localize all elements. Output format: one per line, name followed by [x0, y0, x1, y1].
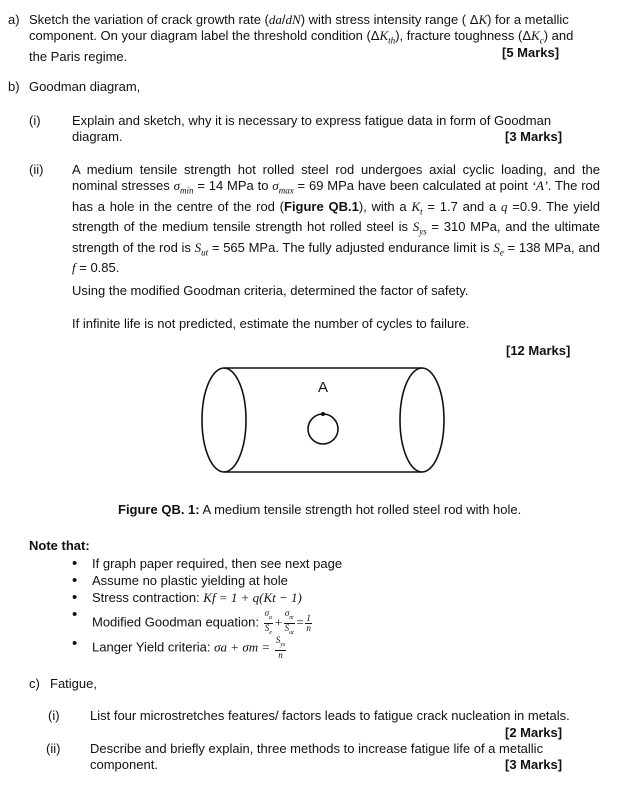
- figure-caption: [118, 502, 521, 518]
- formula-langer: σa + σm =: [214, 639, 271, 655]
- note-item: • Stress contraction: Kf = 1 + q(Kt − 1): [72, 590, 342, 607]
- note-item: • Modified Goodman equation: $\frac{\sigma_a}{S_e}$ + $\frac{\sigma_m}{S_{ut}}$ = $\frac{1}{n}$: [72, 607, 342, 636]
- question-a-marks: [5 Marks]: [502, 45, 560, 60]
- formula-kf: Kf = 1 + q(Kt − 1): [203, 590, 302, 605]
- question-c-title: Fatigue,: [50, 676, 97, 691]
- point-a-marker: [321, 412, 325, 416]
- question-b-ii-marks: [12 Marks]: [506, 343, 571, 358]
- figure-point-label: A: [318, 379, 329, 396]
- question-c-i-label: (i): [48, 708, 60, 723]
- question-b-ii-para2: Using the modified Goodman criteria, determined the factor of safety.: [72, 283, 469, 298]
- question-c-i-marks: [2 Marks]: [505, 725, 563, 740]
- question-c-ii-label: (ii): [46, 741, 61, 756]
- note-item: • If graph paper required, then see next page: [72, 556, 342, 573]
- rod-hole: [308, 414, 338, 444]
- question-b-label: b): [8, 79, 20, 94]
- formula-1-n: $\frac{1}{n}$: [306, 612, 311, 633]
- rod-right-end: [400, 368, 444, 472]
- question-c-ii-marks: [3 Marks]: [505, 757, 563, 772]
- note-item: • Assume no plastic yielding at hole: [72, 573, 342, 590]
- note-item: • Langer Yield criteria: σa + σm = $\frac{S_{ys}}{n}$: [72, 636, 342, 658]
- question-b-i-marks: [3 Marks]: [505, 129, 563, 144]
- figure-caption-text: A medium tensile strength hot rolled steel rod with hole.: [199, 502, 522, 517]
- formula-sys-n: $\frac{S_{ys}}{n}$: [275, 635, 286, 660]
- question-b-i-text: Explain and sketch, why it is necessary to express fatigue data in form of Goodman diagram.: [72, 113, 552, 144]
- question-c-i-text: List four microstretches features/ factors leads to fatigue crack nucleation in metals.: [90, 708, 570, 723]
- question-b-i-label: (i): [29, 113, 41, 128]
- formula-sa-se: $\frac{\sigma_a}{S_e}$: [264, 608, 273, 636]
- question-b-ii-para3: If infinite life is not predicted, estimate the number of cycles to failure.: [72, 316, 470, 331]
- rod-left-end: [202, 368, 246, 472]
- question-b-ii-label: (ii): [29, 162, 44, 177]
- question-c-ii-text: Describe and briefly explain, three methods to increase fatigue life of a metallic component.: [90, 741, 544, 772]
- figure-caption-label: Figure QB. 1:: [118, 502, 200, 517]
- note-title: Note that:: [29, 538, 90, 553]
- question-c-label: c): [29, 676, 40, 691]
- question-a-text: Sketch the variation of crack growth rate (da/dN) with stress intensity range ( ΔK) for a metallic component. On your diagram label the threshold condition $(\Delta K_{th})$, fracture toughness $(\Delta K_c)$ and the Paris regime.: [29, 12, 574, 64]
- formula-sm-sut: $\frac{\sigma_m}{S_{ut}}$: [284, 608, 294, 636]
- question-a-label: a): [8, 12, 20, 27]
- note-list: [72, 556, 342, 658]
- question-b-ii-para1: A medium tensile strength hot rolled steel rod undergoes axial cyclic loading, and the nominal stresses $\sigma_{min} = 14$ MPa to $\sigma_{max} = 69$ MPa have been calculated at point ‘A’. The rod has a hole in the centre of the rod (Figure QB.1), with a $K_t = 1.7$ and a q =0.9. The yield strength of the medium tensile strength hot rolled steel is $S_{ys} = 310$ MPa, and the ultimate strength of the rod is $S_{ut} = 565$ MPa. The fully adjusted endurance limit is $S_e = 138$ MPa, and f = 0.85.: [72, 162, 601, 276]
- question-b-title: Goodman diagram,: [29, 79, 141, 94]
